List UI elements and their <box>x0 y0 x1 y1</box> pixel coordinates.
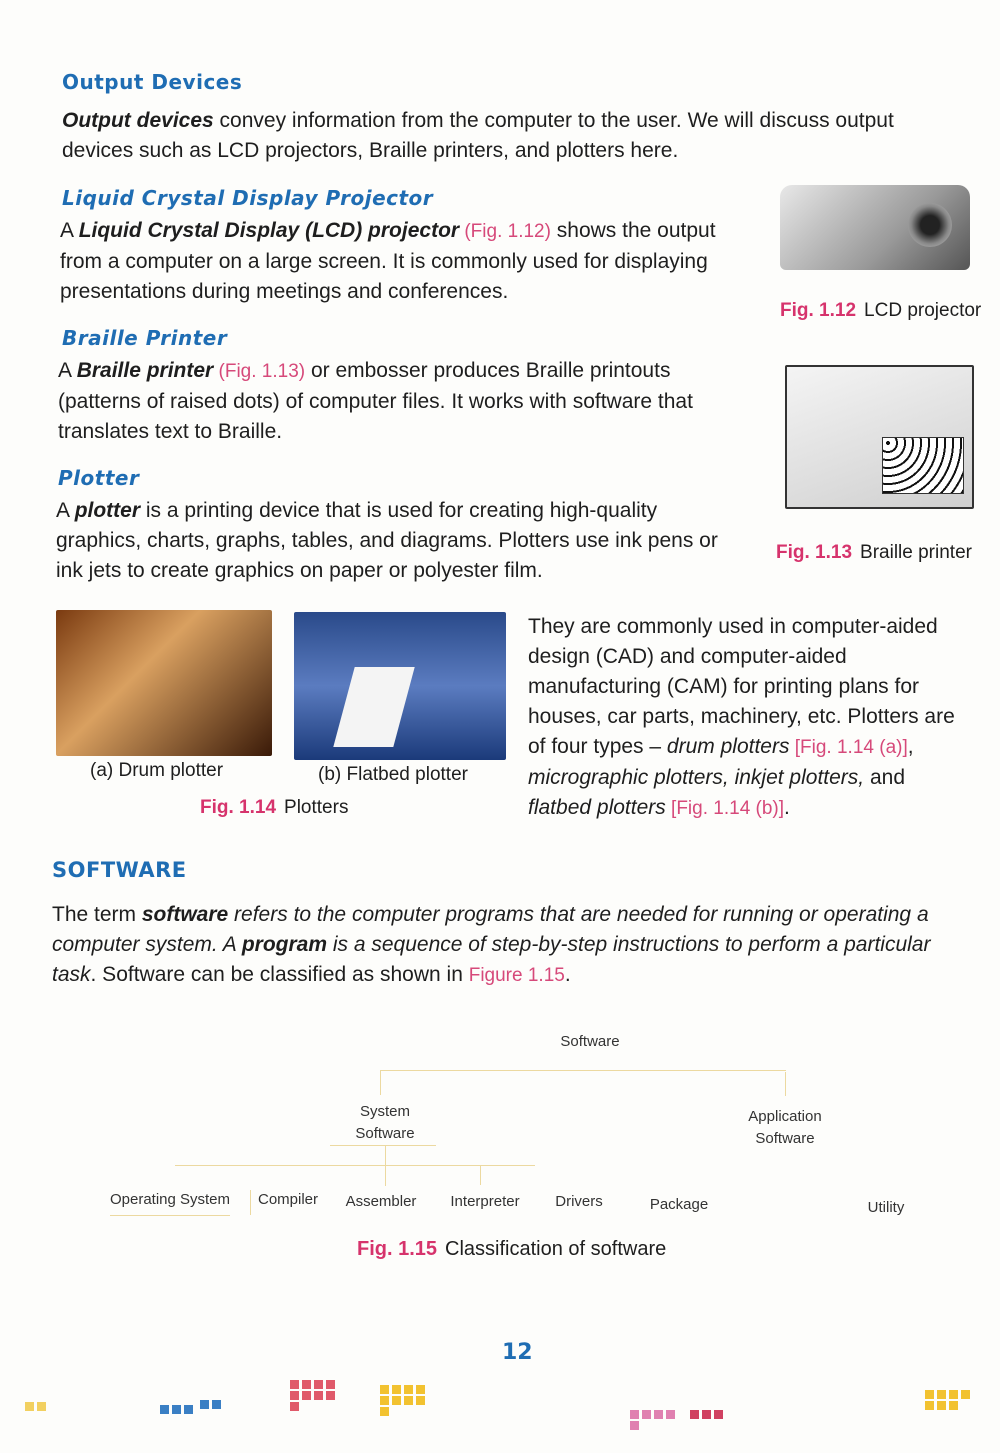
pixel-block <box>212 1400 221 1409</box>
pixel-block <box>290 1380 299 1389</box>
text: A <box>58 359 77 382</box>
pixel-block <box>302 1380 311 1389</box>
pixel-block <box>654 1410 663 1419</box>
fig-number: Fig. 1.12 <box>780 300 857 321</box>
term: Braille printer <box>76 359 214 382</box>
node-software: Software <box>560 1033 620 1050</box>
pixel-block <box>714 1410 723 1419</box>
fig-caption: Braille printer <box>860 542 972 563</box>
text: They are commonly used in computer-aided design (CAD) and computer-aided manufacturing (CAM) for printing plans for houses, car parts, machinery, etc. Plotters are of four types – <box>528 615 955 758</box>
pixel-block <box>416 1396 425 1405</box>
connector <box>330 1145 436 1146</box>
fig-1-15-caption <box>357 1238 666 1261</box>
pixel-block <box>416 1385 425 1394</box>
heading-plotter: Plotter <box>58 466 140 490</box>
figure-ref: (Fig. 1.13) <box>213 361 306 382</box>
paper-sheet <box>333 667 414 747</box>
fig-caption: Plotters <box>284 797 349 818</box>
pixel-block <box>172 1405 181 1414</box>
connector <box>380 1070 786 1071</box>
node-application-software: Application Software <box>748 1108 822 1147</box>
pixel-block <box>290 1402 299 1411</box>
pixel-block <box>630 1410 639 1419</box>
braille-printer-image <box>785 365 974 509</box>
pixel-block <box>25 1402 34 1411</box>
pixel-block <box>925 1390 934 1399</box>
fig-number: Fig. 1.14 <box>200 797 277 818</box>
pixel-block <box>37 1402 46 1411</box>
pixel-block <box>380 1385 389 1394</box>
fig-caption: Classification of software <box>445 1238 667 1260</box>
text: . <box>784 796 790 819</box>
heading-software: SOFTWARE <box>52 858 187 882</box>
lcd-projector-image <box>780 185 970 270</box>
drum-plotter-image <box>56 610 272 756</box>
braille-paper-icon <box>882 437 964 494</box>
connector <box>380 1070 381 1095</box>
fig-1-14-caption <box>200 797 348 819</box>
connector <box>785 1072 786 1096</box>
lens-icon <box>908 203 952 247</box>
fig-caption: LCD projector <box>864 300 982 321</box>
node-drivers: Drivers <box>555 1193 603 1210</box>
text: or embosser produces Braille printouts (patterns of raised dots) of computer files. It works with software that translates text to Braille. <box>58 359 693 443</box>
fig-1-14a-caption: (a) Drum plotter <box>90 760 224 781</box>
term: micrographic plotters, inkjet plotters, <box>528 766 865 789</box>
software-paragraph <box>52 900 967 991</box>
figure-ref: [Fig. 1.14 (a)] <box>789 737 908 758</box>
pixel-block <box>380 1407 389 1416</box>
heading-output-devices: Output Devices <box>62 70 243 94</box>
pixel-block <box>937 1390 946 1399</box>
term: Liquid Crystal Display (LCD) projector <box>78 219 460 242</box>
connector <box>110 1215 230 1216</box>
connector <box>175 1165 535 1166</box>
text: is a sequence of step-by-step instructions to perform a particular task <box>52 933 931 986</box>
pixel-block <box>160 1405 169 1414</box>
node-package: Package <box>649 1196 709 1213</box>
text: A <box>60 219 79 242</box>
pixel-block <box>200 1400 209 1409</box>
pixel-block <box>949 1390 958 1399</box>
pixel-block <box>314 1391 323 1400</box>
pixel-block <box>314 1380 323 1389</box>
pixel-block <box>392 1385 401 1394</box>
text: convey information from the computer to the user. We will discuss output devices such as LCD projectors, Braille printers, and plotters here. <box>62 109 894 162</box>
pixel-block <box>302 1391 311 1400</box>
pixel-block <box>184 1405 193 1414</box>
pixel-block <box>380 1396 389 1405</box>
pixel-block <box>702 1410 711 1419</box>
lcd-paragraph <box>60 216 750 307</box>
heading-braille-printer: Braille Printer <box>62 326 228 350</box>
text: refers to the computer programs that are needed for running or operating a computer system. A <box>52 903 929 956</box>
plotter-types-paragraph <box>528 612 973 824</box>
text: A <box>56 499 75 522</box>
term: software <box>141 903 229 926</box>
flatbed-plotter-image <box>294 612 506 760</box>
pixel-block <box>326 1380 335 1389</box>
node-utility: Utility <box>867 1199 905 1216</box>
plotter-paragraph <box>56 496 746 586</box>
text: . Software can be classified as shown in <box>90 963 469 986</box>
pixel-block <box>666 1410 675 1419</box>
output-devices-paragraph <box>62 106 942 166</box>
pixel-block <box>961 1390 970 1399</box>
page-number: 12 <box>502 1340 533 1365</box>
term: drum plotters <box>666 735 790 758</box>
text: shows the output from a computer on a large screen. It is commonly used for displaying presentations during meetings and conferences. <box>60 219 716 303</box>
pixel-block <box>326 1391 335 1400</box>
pixel-block <box>642 1410 651 1419</box>
pixel-block <box>290 1391 299 1400</box>
fig-1-14b-caption: (b) Flatbed plotter <box>318 764 468 785</box>
connector <box>250 1190 251 1215</box>
text: . <box>564 963 571 986</box>
node-compiler: Compiler <box>257 1191 318 1208</box>
fig-1-13-caption <box>776 542 972 564</box>
figure-ref: Figure 1.15 <box>468 965 565 986</box>
node-interpreter: Interpreter <box>450 1193 520 1210</box>
node-assembler: Assembler <box>345 1193 417 1210</box>
node-system-software: System Software <box>355 1103 415 1142</box>
text: The term <box>52 903 142 926</box>
pixel-block <box>404 1385 413 1394</box>
heading-lcd-projector: Liquid Crystal Display Projector <box>62 186 434 210</box>
fig-number: Fig. 1.13 <box>776 542 853 563</box>
pixel-block <box>690 1410 699 1419</box>
pixel-block <box>404 1396 413 1405</box>
connector <box>385 1146 386 1186</box>
term: program <box>241 933 328 956</box>
figure-ref: (Fig. 1.12) <box>459 221 551 242</box>
connector <box>480 1165 481 1185</box>
figure-ref: [Fig. 1.14 (b)] <box>665 798 785 819</box>
node-operating-system: Operating System <box>109 1191 231 1208</box>
pixel-block <box>630 1421 639 1430</box>
fig-1-12-caption <box>780 300 981 322</box>
text: , <box>907 735 914 758</box>
pixel-block <box>937 1401 946 1410</box>
pixel-block <box>949 1401 958 1410</box>
term: plotter <box>74 499 141 522</box>
term: Output devices <box>62 109 214 132</box>
text: and <box>864 766 906 789</box>
pixel-block <box>392 1396 401 1405</box>
fig-number: Fig. 1.15 <box>357 1238 438 1260</box>
pixel-block <box>925 1401 934 1410</box>
term: flatbed plotters <box>528 796 666 819</box>
text: is a printing device that is used for creating high-quality graphics, charts, graphs, tables, and diagrams. Plotters use ink pens or ink jets to create graphics on paper or polyester film. <box>56 499 718 582</box>
braille-paragraph <box>58 356 738 447</box>
